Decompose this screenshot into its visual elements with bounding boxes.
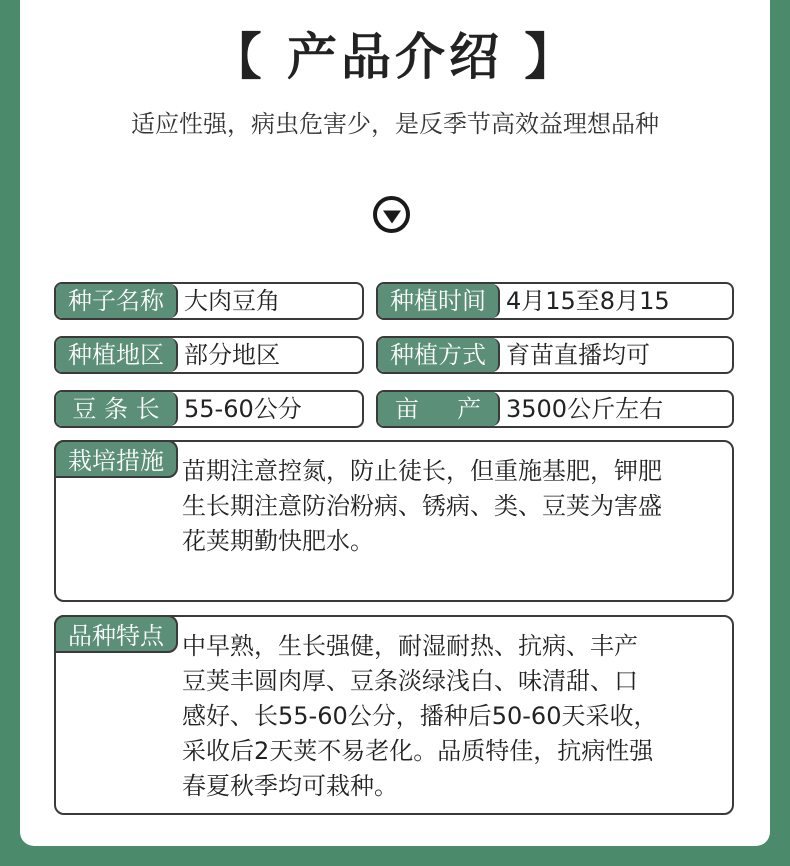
field-value: 大肉豆角	[184, 287, 280, 315]
text-line: 生长期注意防治粉病、锈病、类、豆荚为害盛	[182, 492, 662, 520]
page-title: 【 产品介绍 】	[211, 28, 579, 86]
product-intro-card	[20, 0, 770, 846]
text-line: 苗期注意控氮，防止徒长，但重施基肥，钾肥	[182, 457, 662, 485]
features-box	[54, 615, 734, 815]
page-subtitle: 适应性强，病虫危害少，是反季节高效益理想品种	[131, 110, 659, 138]
field-label: 亩 产	[378, 392, 500, 426]
field-pod-length	[54, 390, 364, 428]
field-value: 3500公斤左右	[506, 395, 664, 423]
text-line: 感好、长55-60公分，播种后50-60天采收，	[182, 702, 658, 730]
text-line: 花荚期勤快肥水。	[182, 527, 374, 555]
field-value: 育苗直播均可	[506, 341, 650, 369]
field-planting-region	[54, 336, 364, 374]
field-planting-method	[376, 336, 734, 374]
field-label: 种植时间	[378, 284, 500, 318]
text-line: 豆荚丰圆肉厚、豆条淡绿浅白、味清甜、口	[182, 667, 638, 695]
cultivation-label: 栽培措施	[54, 440, 178, 478]
field-value: 55-60公分	[184, 395, 302, 423]
text-line: 春夏秋季均可栽种。	[182, 772, 398, 800]
chevron-down-circle-icon	[373, 196, 410, 233]
field-value: 4月15至8月15	[506, 287, 670, 315]
cultivation-text	[182, 454, 724, 559]
field-label: 种子名称	[56, 284, 178, 318]
field-yield	[376, 390, 734, 428]
field-label: 豆 条 长	[56, 392, 178, 426]
features-label: 品种特点	[54, 615, 178, 653]
field-label: 种植方式	[378, 338, 500, 372]
field-planting-time	[376, 282, 734, 320]
field-seed-name	[54, 282, 364, 320]
features-text	[182, 629, 724, 804]
field-label: 种植地区	[56, 338, 178, 372]
field-value: 部分地区	[184, 341, 280, 369]
cultivation-box	[54, 440, 734, 602]
text-line: 采收后2天荚不易老化。品质特佳，抗病性强	[182, 737, 654, 765]
text-line: 中早熟，生长强健，耐湿耐热、抗病、丰产	[182, 632, 638, 660]
